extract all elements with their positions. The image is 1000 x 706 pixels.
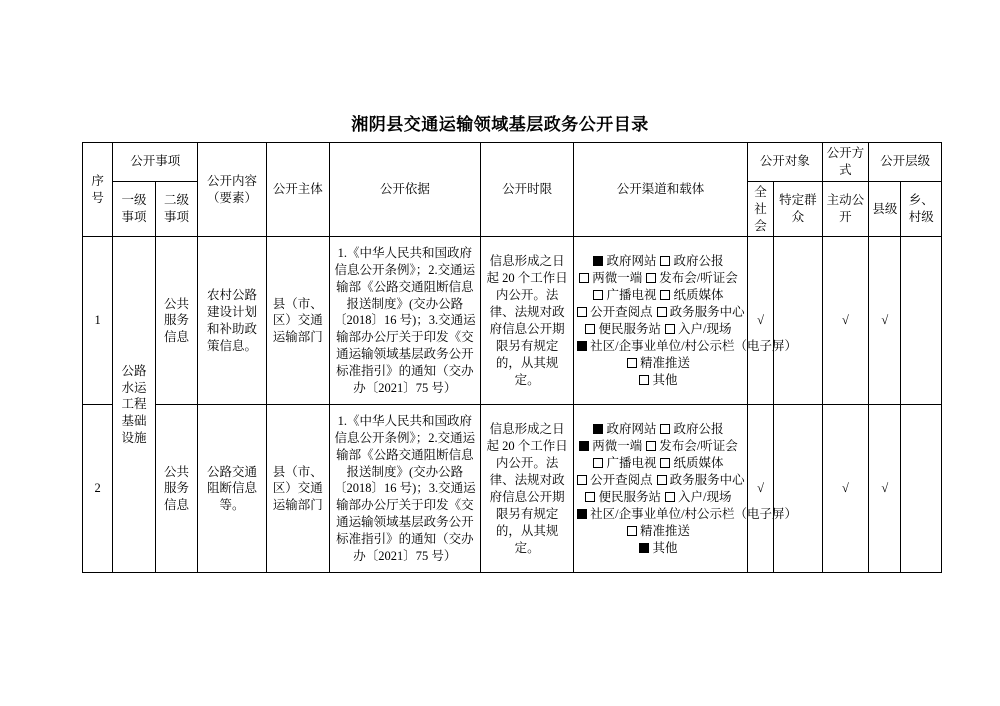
- cell-method-active: √: [822, 405, 868, 573]
- channel-option[interactable]: [646, 438, 737, 455]
- channel-option[interactable]: [627, 523, 690, 540]
- channel-label: 发布会/听证会: [659, 439, 738, 454]
- channel-option[interactable]: [627, 355, 690, 372]
- checkbox-checked-icon: [577, 341, 587, 351]
- cell-channels: [574, 237, 798, 405]
- checkbox-icon: [665, 324, 675, 334]
- channel-line: [577, 523, 744, 540]
- channel-label: 发布会/听证会: [659, 271, 738, 286]
- channel-option[interactable]: [660, 455, 723, 472]
- channel-option[interactable]: [657, 304, 745, 321]
- channel-option[interactable]: [585, 321, 661, 338]
- cell-timelimit: 信息形成之日起 20 个工作日内公开。法律、法规对政府信息公开期限另有规定的，从其规定。: [481, 405, 574, 573]
- channel-line: [577, 338, 798, 355]
- cell-audience-specific: [774, 237, 823, 405]
- checkbox-checked-icon: [577, 509, 587, 519]
- checkbox-icon: [660, 458, 670, 468]
- cell-level2: 公共服务信息: [155, 405, 197, 573]
- checkbox-icon: [579, 273, 589, 283]
- channel-line: [577, 355, 744, 372]
- channel-option[interactable]: [577, 338, 797, 355]
- header-public-items: 公开事项: [113, 143, 198, 182]
- cell-timelimit: 信息形成之日起 20 个工作日内公开。法律、法规对政府信息公开期限另有规定的，从其规定。: [481, 237, 574, 405]
- channel-label: 广播电视: [606, 456, 657, 471]
- channel-line: [577, 321, 744, 338]
- checkbox-icon: [585, 324, 595, 334]
- cell-seq: 1: [83, 237, 113, 405]
- channel-line: [577, 253, 744, 270]
- channel-label: 两微一端: [592, 439, 643, 454]
- disclosure-catalog-table: [82, 142, 942, 573]
- checkbox-checked-icon: [579, 441, 589, 451]
- checkbox-icon: [627, 526, 637, 536]
- header-level-county: 县级: [869, 181, 901, 237]
- table-header-row-1: [83, 143, 942, 182]
- channel-option[interactable]: [579, 270, 642, 287]
- channel-line: [577, 489, 744, 506]
- table-row: [83, 405, 942, 573]
- channel-option[interactable]: [665, 489, 731, 506]
- channel-option[interactable]: [577, 472, 653, 489]
- channel-label: 纸质媒体: [673, 288, 724, 303]
- channel-label: 纸质媒体: [673, 456, 724, 471]
- cell-seq: 2: [83, 405, 113, 573]
- header-seq: 序号: [83, 143, 113, 237]
- checkbox-icon: [585, 492, 595, 502]
- checkbox-icon: [577, 475, 587, 485]
- channel-option[interactable]: [660, 421, 723, 438]
- checkbox-checked-icon: [639, 543, 649, 553]
- channel-label: 其他: [652, 372, 678, 387]
- checkbox-checked-icon: [593, 424, 603, 434]
- header-level: 公开层级: [869, 143, 942, 182]
- cell-channels: [574, 405, 798, 573]
- checkbox-checked-icon: [593, 256, 603, 266]
- channel-label: 公开查阅点: [590, 473, 653, 487]
- channel-label: 政务服务中心: [669, 473, 745, 487]
- cell-content: 公路交通阻断信息等。: [198, 405, 267, 573]
- channel-label: 便民服务站: [598, 489, 661, 504]
- checkbox-icon: [657, 307, 667, 317]
- channel-option[interactable]: [660, 287, 723, 304]
- channel-line: [577, 421, 744, 438]
- header-level1: 一级事项: [113, 181, 155, 237]
- header-audience: 公开对象: [747, 143, 822, 182]
- channel-label: 政府公报: [673, 254, 724, 269]
- cell-subject: 县（市、区）交通运输部门: [266, 405, 329, 573]
- checkbox-icon: [593, 290, 603, 300]
- cell-audience-all: √: [747, 405, 773, 573]
- checkbox-icon: [627, 358, 637, 368]
- header-channel: 公开渠道和载体: [574, 143, 748, 237]
- header-content: 公开内容（要素）: [198, 143, 267, 237]
- channel-label: 精准推送: [639, 355, 690, 370]
- cell-audience-all: √: [747, 237, 773, 405]
- channel-line: [577, 270, 744, 287]
- header-timelimit: 公开时限: [481, 143, 574, 237]
- channel-option[interactable]: [665, 321, 731, 338]
- channel-line: [577, 372, 744, 389]
- cell-level1: 公路水运工程基础设施: [113, 237, 155, 573]
- channel-option[interactable]: [639, 540, 677, 557]
- cell-level2: 公共服务信息: [155, 237, 197, 405]
- channel-label: 政府公报: [673, 422, 724, 437]
- channel-line: [577, 472, 744, 489]
- cell-audience-specific: [774, 405, 823, 573]
- channel-label: 公开查阅点: [590, 305, 653, 319]
- header-level-village: 乡、村级: [901, 181, 942, 237]
- cell-basis: 1.《中华人民共和国政府信息公开条例》；2.交通运输部《公路交通阻断信息报送制度》(交办公路〔2018〕16 号)；3.交通运输部办公厅关于印发《交通运输领域基层政务公开标准指引》的通知（交办办〔2021〕75 号）: [329, 237, 481, 405]
- channel-line: [577, 506, 798, 523]
- cell-level-village: [901, 405, 942, 573]
- cell-subject: 县（市、区）交通运输部门: [266, 237, 329, 405]
- header-subject: 公开主体: [266, 143, 329, 237]
- channel-label: 两微一端: [592, 271, 643, 286]
- header-method-active: 主动公开: [822, 181, 868, 237]
- channel-option[interactable]: [657, 472, 745, 489]
- header-method: 公开方式: [822, 143, 868, 182]
- cell-level-county: √: [869, 237, 901, 405]
- channel-option[interactable]: [579, 438, 642, 455]
- channel-option[interactable]: [646, 270, 737, 287]
- header-level2: 二级事项: [155, 181, 197, 237]
- page-title: 湘阴县交通运输领域基层政务公开目录: [351, 115, 649, 134]
- checkbox-icon: [639, 375, 649, 385]
- table-row: [83, 237, 942, 405]
- channel-label: 精准推送: [639, 523, 690, 538]
- checkbox-icon: [660, 290, 670, 300]
- channel-label: 政府网站: [606, 422, 657, 437]
- channel-line: [577, 455, 744, 472]
- channel-line: [577, 540, 744, 557]
- channel-option[interactable]: [639, 372, 677, 389]
- channel-option[interactable]: [593, 421, 656, 438]
- channel-line: [577, 287, 744, 304]
- channel-label: 广播电视: [606, 288, 657, 303]
- checkbox-icon: [657, 475, 667, 485]
- channel-label: 入户/现场: [678, 489, 732, 504]
- channel-option[interactable]: [593, 455, 656, 472]
- channel-option[interactable]: [593, 287, 656, 304]
- checkbox-icon: [646, 441, 656, 451]
- header-audience-specific: 特定群众: [774, 181, 823, 237]
- header-basis: 公开依据: [329, 143, 481, 237]
- checkbox-icon: [665, 492, 675, 502]
- channel-label: 政务服务中心: [669, 305, 745, 319]
- channel-option[interactable]: [593, 253, 656, 270]
- checkbox-icon: [646, 273, 656, 283]
- channel-label: 其他: [652, 540, 678, 555]
- channel-option[interactable]: [660, 253, 723, 270]
- channel-label: 社区/企事业单位/村公示栏（电子屏）: [590, 506, 798, 521]
- channel-option[interactable]: [577, 304, 653, 321]
- cell-method-active: √: [822, 237, 868, 405]
- channel-label: 便民服务站: [598, 321, 661, 336]
- checkbox-icon: [593, 458, 603, 468]
- checkbox-icon: [577, 307, 587, 317]
- channel-option[interactable]: [585, 489, 661, 506]
- channel-line: [577, 438, 744, 455]
- cell-level-county: √: [869, 405, 901, 573]
- cell-level-village: [901, 237, 942, 405]
- channel-line: [577, 304, 744, 321]
- cell-basis: 1.《中华人民共和国政府信息公开条例》；2.交通运输部《公路交通阻断信息报送制度》(交办公路〔2018〕16 号)；3.交通运输部办公厅关于印发《交通运输领域基层政务公开标准指引》的通知（交办办〔2021〕75 号）: [329, 405, 481, 573]
- channel-option[interactable]: [577, 506, 797, 523]
- channel-label: 入户/现场: [678, 321, 732, 336]
- checkbox-icon: [660, 424, 670, 434]
- cell-content: 农村公路建设计划和补助政策信息。: [198, 237, 267, 405]
- checkbox-icon: [660, 256, 670, 266]
- channel-label: 社区/企事业单位/村公示栏（电子屏）: [590, 338, 798, 353]
- header-audience-all: 全社会: [747, 181, 773, 237]
- channel-label: 政府网站: [606, 254, 657, 269]
